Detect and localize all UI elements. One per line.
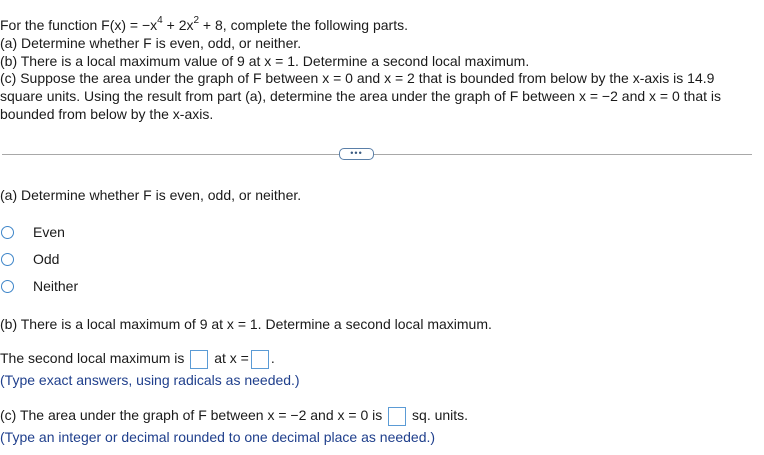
more-button[interactable]: ••• xyxy=(339,148,374,160)
radio-even[interactable] xyxy=(1,226,14,239)
problem-line-part-a: (a) Determine whether F is even, odd, or neither. xyxy=(0,35,302,51)
radio-odd[interactable] xyxy=(1,253,14,266)
exponent-2: 2 xyxy=(193,15,200,26)
second-local-max-x-input[interactable] xyxy=(251,350,269,369)
exponent-4: 4 xyxy=(157,15,163,26)
radio-neither[interactable] xyxy=(1,280,14,293)
area-input[interactable] xyxy=(388,407,406,426)
section-divider xyxy=(2,154,752,155)
problem-line-function xyxy=(0,16,408,34)
part-a-question: (a) Determine whether F is even, odd, or neither. xyxy=(0,187,302,203)
problem-line-part-b: (b) There is a local maximum value of 9 at x = 1. Determine a second local maximum. xyxy=(0,53,530,69)
part-b-answer-prefix: The second local maximum is xyxy=(0,350,185,366)
part-b-answer-mid: at x = xyxy=(214,350,249,366)
problem-line-part-c-2: square units. Using the result from part (a), determine the area under the graph of F between x = −2 and x = 0 that is xyxy=(0,88,722,104)
second-local-max-value-input[interactable] xyxy=(190,350,208,369)
option-even-label[interactable]: Even xyxy=(33,224,65,240)
part-b-answer-row xyxy=(0,348,275,369)
problem-line-part-c-1: (c) Suppose the area under the graph of F between x = 0 and x = 2 that is bounded from below by the x-axis is 14.9 xyxy=(0,70,715,86)
part-c-answer-prefix: (c) The area under the graph of F between x = −2 and x = 0 is xyxy=(0,407,383,423)
part-b-answer-period: . xyxy=(270,350,275,366)
function-text-start: For the function F(x) = −x xyxy=(0,17,158,33)
function-text-end: + 8, complete the following parts. xyxy=(199,17,408,33)
part-b-hint: (Type exact answers, using radicals as needed.) xyxy=(0,372,300,388)
part-c-answer-suffix: sq. units. xyxy=(412,407,469,423)
part-c-hint: (Type an integer or decimal rounded to one decimal place as needed.) xyxy=(0,429,436,445)
problem-line-part-c-3: bounded from below by the x-axis. xyxy=(0,106,214,122)
option-neither-label[interactable]: Neither xyxy=(33,278,79,294)
part-b-question: (b) There is a local maximum of 9 at x = 1. Determine a second local maximum. xyxy=(0,316,492,332)
part-c-answer-row xyxy=(0,405,468,426)
option-odd-label[interactable]: Odd xyxy=(33,251,60,267)
function-text-mid: + 2x xyxy=(162,17,194,33)
